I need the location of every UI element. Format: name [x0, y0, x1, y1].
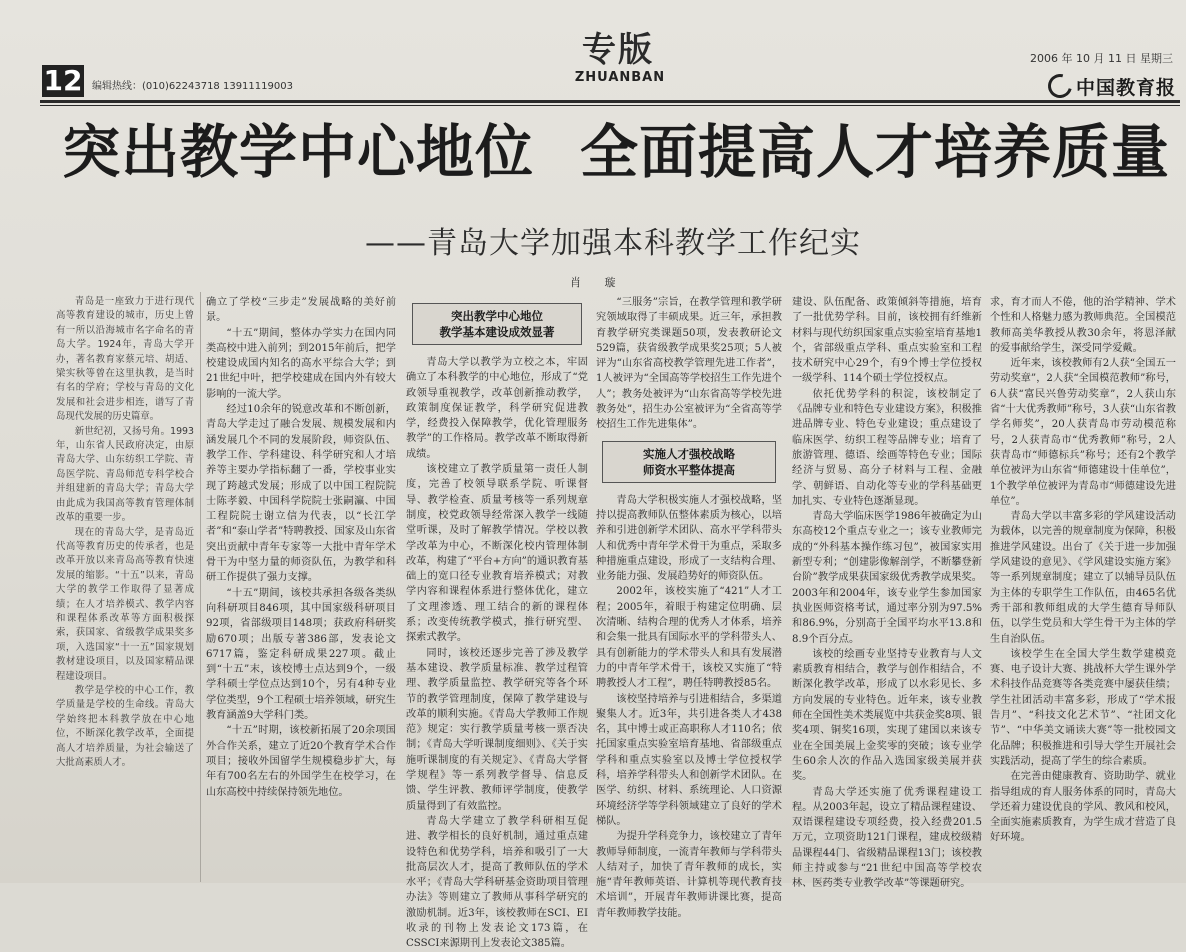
- paragraph: 为提升学科竞争力，该校建立了青年教师导师制度，一流青年教师与学科带头人结对子，加快了青年教师的成长，实施“青年教师英语、计算机等现代教育技术培训”，开展青年教师讲课比赛，提高青年教师教学技能。: [596, 831, 782, 919]
- paragraph: 青岛大学积极实施人才强校战略，坚持以提高教师队伍整体素质为核心，以培养和引进创新学术团队、高水平学科带头人和优秀中青年学术骨干为重点，采取多种措施重点建设，形成了一支结构合理、业务能力强、发展趋势好的师资队伍。: [596, 494, 782, 583]
- paragraph: 该校的绘画专业坚持专业教育与人文素质教育相结合，教学与创作相结合，不断深化教学改革，形成了以水彩见长、多方向发展的专业特色。近年来，该专业教师在全国性美术类展览中共获金奖8项、银奖4项、铜奖16项，实现了建国以来该专业在全国美展上金奖零的突破；该专业学生60余人次的作品入选国家级美展并获奖。: [792, 648, 982, 783]
- article-headline: [62, 116, 1171, 188]
- paragraph: 青岛是一座致力于进行现代高等教育建设的城市，历史上曾有一所以沿海城市名字命名的青岛大学。1924年，青岛大学开办，著名教育家蔡元培、胡适、梁实秋等曾在这里执教，是当时有名的学府；学校与青岛的文化发展和社会进步相连，谱写了青岛现代发展的历史篇章。: [56, 296, 194, 423]
- article-author: 肖 璇: [570, 276, 626, 289]
- paragraph: 教学是学校的中心工作，教学质量是学校的生命线。青岛大学始终把本科教学放在中心地位，不断深化教学改革，全面提高人才培养质量，为社会输送了大批高素质人才。: [56, 684, 194, 768]
- column-6: [990, 295, 1176, 881]
- paragraph: 同时，该校还逐步完善了涉及教学基本建设、教学质量标准、教学过程管理、教学质量监控、教学研究等各个环节的教学管理制度，保障了教学建设与改革的顺利实施。《青岛大学教师工作规范》规定：实行教学质量考核一票否决制；《青岛大学听课制度细则》、《关于实施听课制度的有关规定》、《青岛大学督学规程》等一系列教学督导、信息反馈、学生评教、教师评学制度，使教学质量得到了有效监控。: [406, 647, 588, 812]
- paragraph: 求，育才而人不倦，他的治学精神、学术个性和人格魅力感为教师典范。全国模范教师高美华教授从教30余年，将恩泽献的爱事献给学生，深受同学爱戴。: [990, 297, 1176, 354]
- article-subtitle: ——青岛大学加强本科教学工作纪实: [365, 226, 861, 261]
- paragraph: 建设、队伍配备、政策倾斜等措施，培育了一批优势学科。目前，该校拥有纤维新材料与现代纺织国家重点实验室培育基地1个，省部级重点学科、重点实验室和工程技术研究中心29个，有9个博士学位授权一级学科、114个硕士学位授权点。: [792, 297, 982, 385]
- paragraph: 2002年，该校实施了“421”人才工程；2005年，着眼于构建定位明确、层次清晰、结构合理的优秀人才体系，培养和会集一批具有国际水平的学科带头人、具有创新能力的学术带头人和具有发展潜力的中青年学术骨干，该校又实施了“特聘教授人才工程”，聘任特聘教授85名。: [596, 586, 782, 690]
- paragraph: 依托优势学科的积淀，该校制定了《品牌专业和特色专业建设方案》，积极推进品牌专业、特色专业建设；重点建设了临床医学、纺织工程等品牌专业；培育了旅游管理、德语、绘画等特色专业；国际经济与贸易、高分子材料与工程、金融学、朝鲜语、自动化等专业的学科基础更加扎实、专业特色逐渐显现。: [792, 388, 982, 507]
- paragraph: 青岛大学以丰富多彩的学风建设活动为载体，以完善的规章制度为保障，积极推进学风建设。出台了《关于进一步加强学风建设的意见》、《学风建设实施方案》等一系列规章制度；建立了以辅导员队伍为主体的专职学生工作队伍，由465名优秀干部和教师组成的大学生德育导师队伍，以学生党员和大学生骨干为主体的学生自治队伍。: [990, 511, 1176, 645]
- paragraph: 该校建立了教学质量第一责任人制度，完善了校领导联系学院、听课督导、教学检查、质量考核等一系列规章制度，校党政领导经常深入教学一线随堂听课，及时了解教学情况。学校以教学改革为中心，不断深化校内管理体制改革，构建了“平台+方向”的通识教育基础上的宽口径专业教育培养模式；对教学内容和课程体系进行整体优化，建立了文理渗透、理工结合的新的课程体系；改变传统教学模式，推行研究型、探索式教学。: [406, 464, 588, 644]
- headline-part-2: 全面提高人才培养质量: [580, 118, 1171, 186]
- paragraph: 青岛大学临床医学1986年被确定为山东高校12个重点专业之一；该专业教师完成的“外科基本操作练习包”，被国家实用新型专利；“创建影像解剖学，不断攀登新台阶”教学成果获国家级优秀教学成果奖。2003年和2004年，该专业学生参加国家执业医师资格考试，通过率分别为97.5%和86.9%，分别高于全国平均水平13.8和8.9个百分点。: [792, 511, 982, 645]
- section-heading-box: [412, 303, 582, 345]
- section-heading-line-2: 教学基本建设成效显著: [439, 325, 555, 339]
- paragraph: 在完善由健康教育、资助助学、就业指导组成的育人服务体系的同时，青岛大学还着力建设优良的学风、教风和校风，全面实施素质教育，为学生成才营造了良好环境。: [990, 771, 1176, 844]
- section-pinyin: ZHUANBAN: [574, 70, 666, 85]
- paragraph: “十五”时期，该校新拓展了20余项国外合作关系，建立了近20个教育学术合作项目；接收外国留学生规模稳步扩大，每年有700名左右的外国学生在校学习，在山东高校中持续保持领先地位。: [206, 725, 396, 798]
- page-number: 12: [43, 64, 83, 97]
- column-intro: [56, 295, 194, 881]
- issue-date: 2006 年 10 月 11 日 星期三: [1030, 52, 1173, 65]
- section-title: 专版: [582, 30, 654, 70]
- paragraph: 该校学生在全国大学生数学建模竞赛、电子设计大赛、挑战杯大学生课外学术科技作品竞赛等各类竞赛中屡获佳绩；学生社团活动丰富多彩，形成了“学术报告月”、“科技文化艺术节”、“社团文化节”、“中华美文诵读大赛”等一批校园文化品牌；积极推进和引导大学生开展社会实践活动，提高了学生的综合素质。: [990, 648, 1176, 767]
- section-heading-box: [602, 441, 776, 483]
- column-5: [792, 295, 982, 890]
- paragraph: 近年来，该校教师有2人获“全国五一劳动奖章”，2人获“全国模范教师”称号，6人获“富民兴鲁劳动奖章”，2人获山东省“十大优秀教师”称号，3人获“山东省教学名师奖”，20人获青岛市劳动模范称号，2人获青岛市“优秀教师”称号，2人获青岛市“师德标兵”称号；还有2个教学单位被评为山东省“师德建设十佳单位”，1个教学单位被评为青岛市“师德建设先进单位”。: [990, 358, 1176, 507]
- logo-emblem-icon: [1044, 70, 1077, 103]
- section-heading-line-2: 师资水平整体提高: [643, 462, 735, 477]
- paragraph: 确立了学校“三步走”发展战略的美好前景。: [206, 297, 396, 324]
- paragraph: 该校坚持培养与引进相结合，多渠道聚集人才。近3年，共引进各类人才438名，其中博士或正高职称人才110名；依托国家重点实验室培育基地、省部级重点学科和重点实验室以及博士学位授权学科，培养学科带头人和创新学术团队。在医学、纺织、材料、系统理论、人口资源环境经济学等学科领域建立了良好的学术梯队。: [596, 693, 782, 827]
- editor-hotline: 编辑热线：(010)62243718 13911119003: [92, 81, 293, 92]
- newspaper-name: 中国教育报: [1075, 76, 1176, 99]
- paragraph: “十五”期间，该校共承担各级各类纵向科研项目846项，其中国家级科研项目92项，省部级项目148项；获政府科研奖励670项；出版专著386部，发表论文6717篇，鉴定科研成果227项。截止到“十五”末，该校博士点达到9个，一级学科硕士学位点达到10个，另有4种专业学位类型，9个工程硕士培养领域，研究生教育涵盖9大学科门类。: [206, 587, 396, 722]
- headline-part-1: 突出教学中心地位: [62, 118, 535, 186]
- paragraph: 青岛大学建立了教学科研相互促进、教学相长的良好机制，通过重点建设特色和优势学科，培养和吸引了一大批高层次人才，提高了教师队伍的学术水平；《青岛大学科研基金资助项目管理办法》等则建立了教师从事科学研究的激励机制。近3年，该校教师在SCI、EI收录的刊物上发表论文173篇，在CSSCI来源期刊上发表论文385篇。: [406, 815, 588, 950]
- paragraph: 青岛大学还实施了优秀课程建设工程。从2003年起，设立了精品课程建设、双语课程建设专项经费，投入经费201.5万元，立项资助121门课程，建成校级精品课程44门、省级精品课程13门；该校教师主持或参与“21世纪中国高等学校农林、医药类专业教学改革”等课题研究。: [792, 786, 982, 890]
- column-divider: [200, 292, 201, 882]
- masthead-rule: [40, 100, 1180, 103]
- column-2: [206, 295, 396, 881]
- paragraph: “三服务”宗旨，在教学管理和教学研究领域取得了丰硕成果。近三年，承担教育教学研究类课题50项，发表教研论文529篇，获省级教学成果奖25项；5人被评为“山东省高校教学管理先进工作者”，1人被评为“全国高等学校招生工作先进个人”；教务处被评为“山东省高等学校先进教务处”，招生办公室被评为“全省高等学校招生工作先进集体”。: [596, 297, 782, 431]
- section-heading-line-1: 突出教学中心地位: [451, 309, 543, 323]
- column-4: [596, 295, 782, 919]
- paragraph: 现在的青岛大学，是青岛近代高等教育历史的传承者，也是改革开放以来青岛高等教育快速发展的缩影。“十五”以来，青岛大学的教学工作取得了显著成绩；在人才培养模式、教学内容和课程体系改革等方面积极探索，获国家、省级教学成果奖多项，入选国家“十一五”国家规划教材建设项目，以及国家精品课程建设项目。: [56, 526, 194, 682]
- masthead-rule-thin: [40, 105, 1180, 106]
- paragraph: “十五”期间，整体办学实力在国内同类高校中进入前列；到2015年前后，把学校建设成国内知名的高水平综合大学；到21世纪中叶，把学校建成在国内外有较大影响的一流大学。: [206, 327, 396, 400]
- column-3: [406, 295, 588, 950]
- paragraph: 青岛大学以教学为立校之本，牢固确立了本科教学的中心地位，形成了“党政领导重视教学，改革创新推动教学，政策制度保证教学，科学研究促进教学，经费投入保障教学，优化管理服务教学”的工作格局。教学改革不断取得新成绩。: [406, 357, 588, 460]
- section-heading-line-1: 实施人才强校战略: [643, 446, 735, 461]
- newspaper-logo: [1048, 72, 1176, 100]
- paragraph: 经过10余年的锐意改革和不断创新，青岛大学走过了融合发展、规模发展和内涵发展几个不同的发展阶段，师资队伍、教学工作、学科建设、科学研究和人才培养等主要办学指标翻了一番，学校事业实现了跨越式发展；形成了以中国工程院院士陈孝毅、中国科学院院士张嗣瀛、中国工程院院士谢立信为代表，以“长江学者”和“泰山学者”特聘教授、国家及山东省突出贡献中青年专家等一大批中青年学术骨干为中坚力量的师资队伍，为教学和科研工作提供了强力支撑。: [206, 404, 396, 584]
- paragraph: 新世纪初，又扬号角。1993年，山东省人民政府决定，由原青岛大学、山东纺织工学院、青岛医学院、青岛师范专科学校合并组建新的青岛大学；青岛大学由此成为我国高等教育管理体制改革的重要一步。: [56, 425, 194, 524]
